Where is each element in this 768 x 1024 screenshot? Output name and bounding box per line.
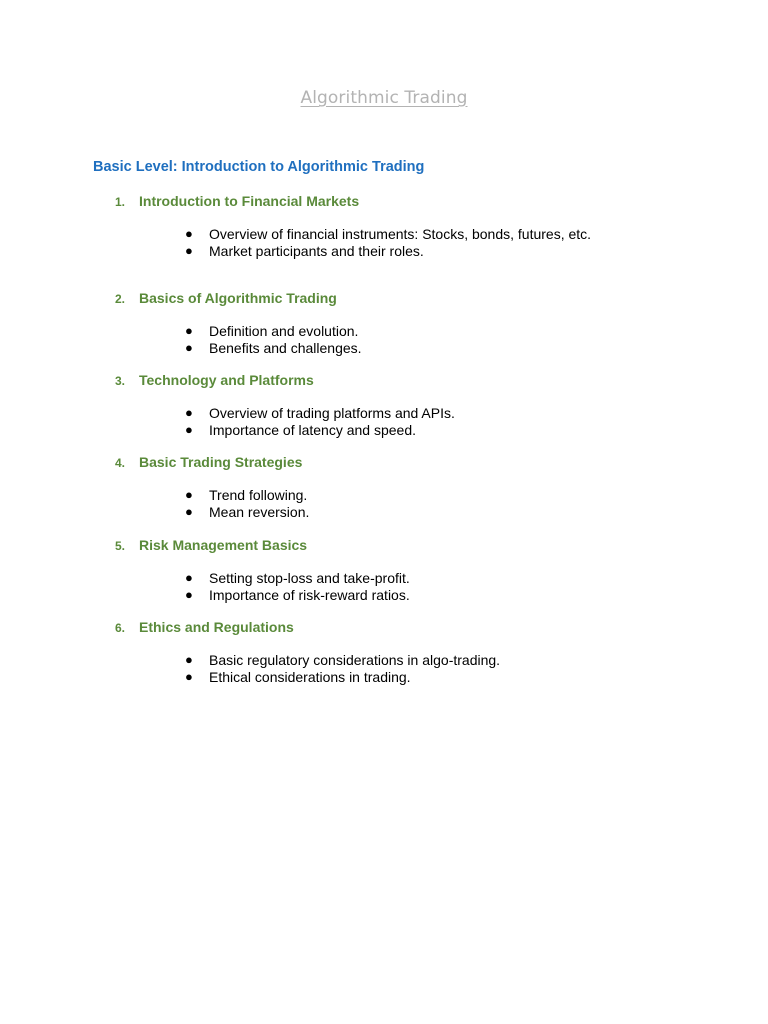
section-number: 6. [115,621,126,635]
list-item-text: Importance of latency and speed. [209,421,417,438]
list-item-text: Overview of trading platforms and APIs. [209,405,455,421]
bullet-icon: ● [185,586,193,602]
bullet-icon: ● [185,487,193,502]
bullet-list [0,652,768,685]
bullet-icon: ● [185,652,193,667]
list-item [0,323,768,340]
bullet-list [0,487,768,520]
list-item [0,504,768,521]
list-item [0,405,768,422]
level-heading: Basic Level: Introduction to Algorithmic Trading [93,159,425,175]
list-item [0,570,768,587]
section-title: Basic Trading Strategies [139,454,303,470]
bullet-icon: ● [185,339,193,355]
bullet-icon: ● [185,405,193,420]
bullet-icon: ● [185,668,193,684]
list-item-text: Definition and evolution. [209,323,359,339]
section-number: 2. [115,292,126,306]
list-item-text: Mean reversion. [209,503,310,520]
list-item-text: Market participants and their roles. [209,242,424,259]
list-item [0,340,768,357]
list-item [0,422,768,439]
bullet-list [0,570,768,603]
section-title: Basics of Algorithmic Trading [139,290,337,306]
list-item [0,669,768,686]
list-item-text: Basic regulatory considerations in algo-trading. [209,652,501,668]
section-number: 1. [115,195,126,209]
list-item-text: Overview of financial instruments: Stocks, bonds, futures, etc. [209,226,592,242]
bullet-icon: ● [185,503,193,519]
bullet-icon: ● [185,226,193,241]
section-number: 5. [115,539,126,553]
list-item [0,487,768,504]
bullet-icon: ● [185,421,193,437]
section-title: Technology and Platforms [139,372,314,388]
bullet-icon: ● [185,570,193,585]
list-item-text: Ethical considerations in trading. [209,668,411,685]
list-item [0,243,768,260]
list-item-text: Trend following. [209,487,308,503]
list-item [0,226,768,243]
section-title: Risk Management Basics [139,537,308,553]
section-number: 4. [115,456,126,470]
bullet-icon: ● [185,242,193,258]
bullet-icon: ● [185,323,193,338]
list-item [0,587,768,604]
list-item-text: Importance of risk-reward ratios. [209,586,410,603]
list-item-text: Setting stop-loss and take-profit. [209,570,410,586]
bullet-list [0,405,768,438]
bullet-list [0,226,768,259]
section-title: Introduction to Financial Markets [139,193,360,209]
section-title: Ethics and Regulations [139,619,294,635]
list-item-text: Benefits and challenges. [209,339,362,356]
page-title: Algorithmic Trading [300,88,468,108]
section-number: 3. [115,374,126,388]
list-item [0,652,768,669]
bullet-list [0,323,768,356]
